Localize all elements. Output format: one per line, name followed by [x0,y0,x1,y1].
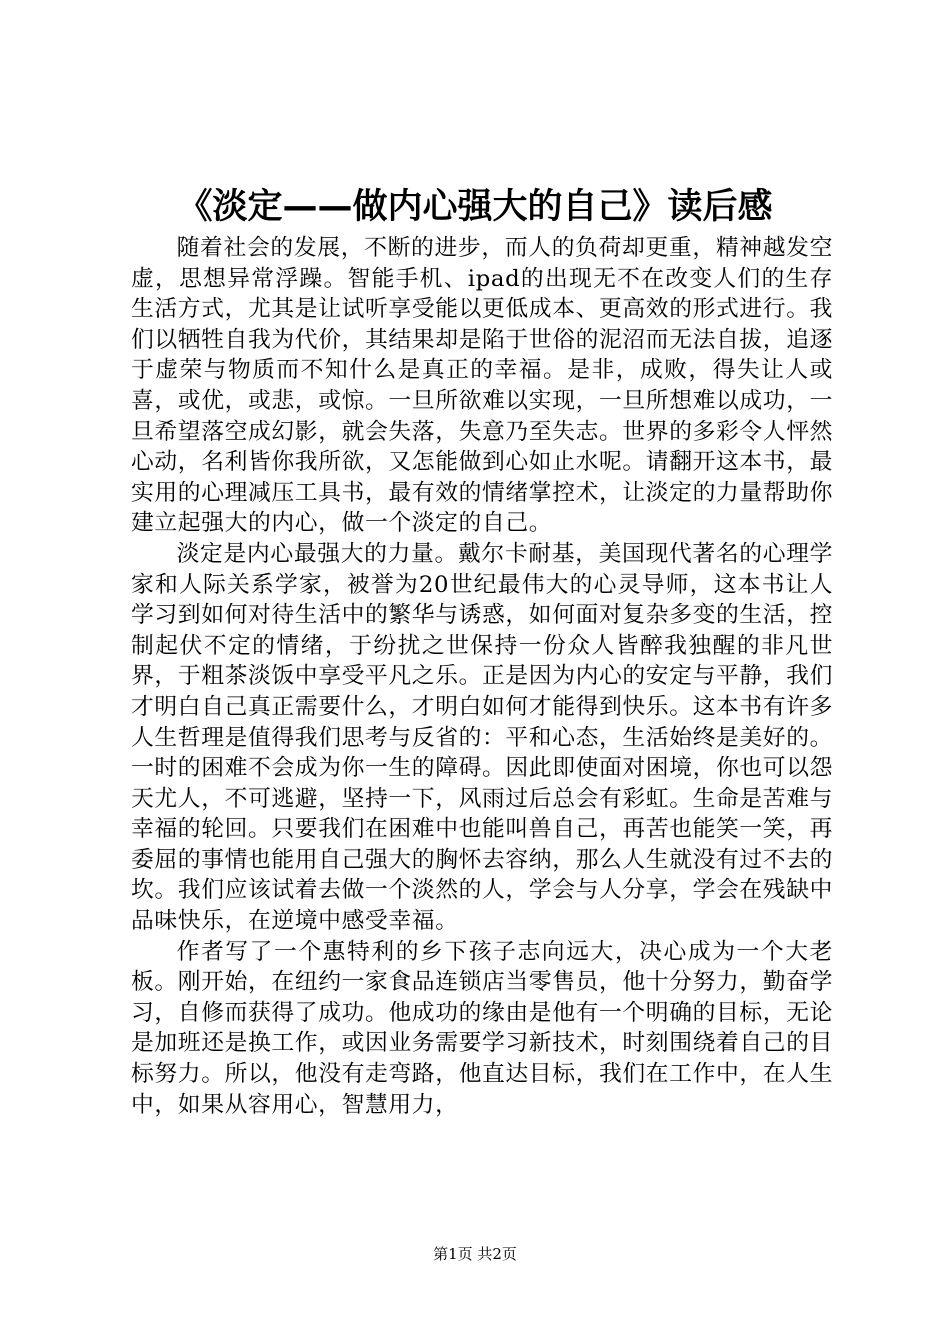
paragraph-3: 作者写了一个惠特利的乡下孩子志向远大，决心成为一个大老板。刚开始，在纽约一家食品连锁店当零售员，他十分努力，勤奋学习，自修而获得了成功。他成功的缘由是他有一个明确的目标，无论是加班还是换工作，或因业务需要学习新技术，时刻围绕着自己的目标努力。所以，他没有走弯路，他直达目标，我们在工作中，在人生中，如果从容用心，智慧用力， [131,938,833,1118]
page-title: 《淡定——做内心强大的自己》读后感 [177,187,773,227]
paragraph-1: 随着社会的发展，不断的进步，而人的负荷却更重，精神越发空虚，思想异常浮躁。智能手机、ipad的出现无不在改变人们的生存生活方式，尤其是让试听享受能以更低成本、更高效的形式进行。我们以牺牲自我为代价，其结果却是陷于世俗的泥沼而无法自拔，追逐于虚荣与物质而不知什么是真正的幸福。是非，成败，得失让人或喜，或优，或悲，或惊。一旦所欲难以实现，一旦所想难以成功，一旦希望落空成幻影，就会失落，失意乃至失志。世界的多彩令人怦然心动，名利皆你我所欲，又怎能做到心如止水呢。请翻开这本书，最实用的心理减压工具书，最有效的情绪掌控术，让淡定的力量帮助你建立起强大的内心，做一个淡定的自己。 [131,235,833,537]
paragraph-2: 淡定是内心最强大的力量。戴尔卡耐基，美国现代著名的心理学家和人际关系学家，被誉为20世纪最伟大的心灵导师，这本书让人学习到如何对待生活中的繁华与诱惑，如何面对复杂多变的生活，控制起伏不定的情绪，于纷扰之世保持一份众人皆醉我独醒的非凡世界，于粗茶淡饭中享受平凡之乐。正是因为内心的安定与平静，我们才明白自己真正需要什么，才明白如何才能得到快乐。这本书有许多人生哲理是值得我们思考与反省的：平和心态，生活始终是美好的。一时的困难不会成为你一生的障碍。因此即使面对困境，你也可以怨天尤人，不可逃避，坚持一下，风雨过后总会有彩虹。生命是苦难与幸福的轮回。只要我们在困难中也能叫兽自己，再苦也能笑一笑，再委屈的事情也能用自己强大的胸怀去容纳，那么人生就没有过不去的坎。我们应该试着去做一个淡然的人，学会与人分享，学会在残缺中品味快乐，在逆境中感受幸福。 [131,540,833,935]
page-footer: 第1页 共2页 [433,1245,517,1263]
article-body [131,233,833,1120]
